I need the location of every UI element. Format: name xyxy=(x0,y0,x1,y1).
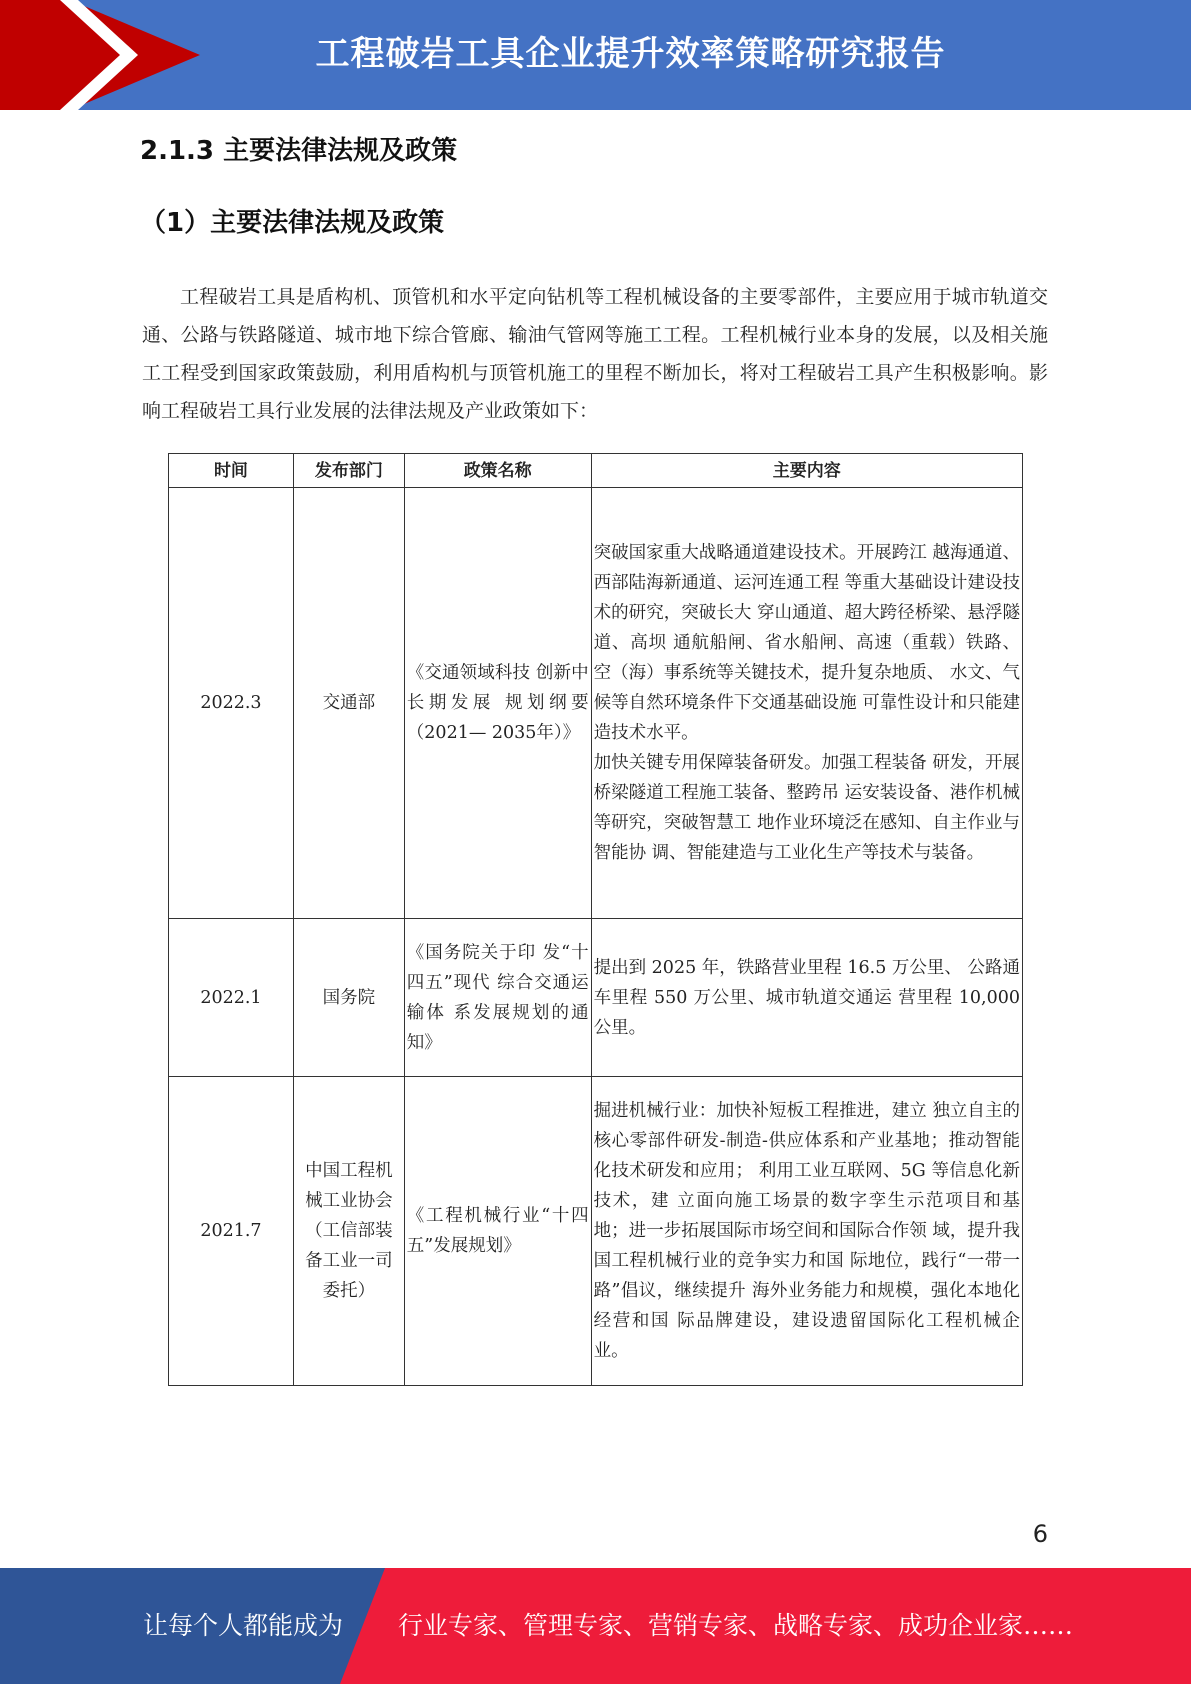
cell-time: 2022.3 xyxy=(169,488,294,919)
page-number: 6 xyxy=(1032,1520,1048,1548)
content-paragraph: 提出到 2025 年，铁路营业里程 16.5 万公里、 公路通车里程 550 万公里、城市轨道交通运 营里程 10,000 公里。 xyxy=(593,957,1020,1038)
content-paragraph: 突破国家重大战略通道建设技术。开展跨江 越海通道、西部陆海新通道、运河连通工程 等重大基础设计建设技术的研究，突破长大 穿山通道、超大跨径桥梁、悬浮隧道、高坝 通航船闸、省水船闸、高速（重载）铁路、 空（海）事系统等关键技术，提升复杂地质、 水文、气候等自然环境条件下交通基础设施 可靠性设计和只能建造技术水平。 xyxy=(593,543,1020,743)
cell-policy-name: 《交通领域科技 创新中长期发展 规划纲要（2021— 2035年）》 xyxy=(404,488,591,919)
table-row xyxy=(169,1077,1023,1386)
cell-content xyxy=(591,919,1022,1077)
col-header-dept: 发布部门 xyxy=(293,454,404,488)
col-header-content: 主要内容 xyxy=(591,454,1022,488)
cell-dept: 国务院 xyxy=(293,919,404,1077)
cell-policy-name: 《工程机械行业“十四五”发展规划》 xyxy=(404,1077,591,1386)
cell-time: 2022.1 xyxy=(169,919,294,1077)
cell-content xyxy=(591,1077,1022,1386)
col-header-name: 政策名称 xyxy=(404,454,591,488)
content-paragraph: 掘进机械行业：加快补短板工程推进，建立 独立自主的核心零部件研发-制造-供应体系和产业基地；推动智能化技术研发和应用； 利用工业互联网、5G 等信息化新技术，建 立面向施工场景的数字孪生示范项目和基 地；进一步拓展国际市场空间和国际合作领 域，提升我国工程机械行业的竞争实力和国 际地位，践行“一带一路”倡议，继续提升 海外业务能力和规模，强化本地化经营和国 际品牌建设，建设遗留国际化工程机械企 业。 xyxy=(593,1101,1020,1361)
cell-content xyxy=(591,488,1022,919)
section-subheading: （1）主要法律法规及政策 xyxy=(140,208,445,238)
col-header-time: 时间 xyxy=(169,454,294,488)
intro-paragraph: 工程破岩工具是盾构机、顶管机和水平定向钻机等工程机械设备的主要零部件，主要应用于城市轨道交通、公路与铁路隧道、城市地下综合管廊、输油气管网等施工工程。工程机械行业本身的发展，以及相关施工工程受到国家政策鼓励，利用盾构机与顶管机施工的里程不断加长，将对工程破岩工具产生积极影响。影响工程破岩工具行业发展的法律法规及产业政策如下： xyxy=(142,286,1048,422)
report-title: 工程破岩工具企业提升效率策略研究报告 xyxy=(315,34,946,74)
table-row xyxy=(169,919,1023,1077)
cell-policy-name: 《国务院关于印 发“十四五”现代 综合交通运输体 系发展规划的通 知》 xyxy=(404,919,591,1077)
cell-dept: 中国工程机械工业协会（工信部装备工业一司委托） xyxy=(293,1077,404,1386)
footer-slogan-right: 行业专家、管理专家、营销专家、战略专家、成功企业家…… xyxy=(398,1611,1074,1640)
cell-dept: 交通部 xyxy=(293,488,404,919)
page-footer xyxy=(0,1568,1191,1684)
content-paragraph: 加快关键专用保障装备研发。加强工程装备 研发，开展桥梁隧道工程施工装备、整跨吊 运安装设备、港作机械等研究，突破智慧工 地作业环境泛在感知、自主作业与智能协 调、智能建造与工业化生产等技术与装备。 xyxy=(593,753,1020,863)
header-chevron-icon xyxy=(60,0,150,110)
table-row xyxy=(169,488,1023,919)
table-header-row xyxy=(169,454,1023,488)
cell-time: 2021.7 xyxy=(169,1077,294,1386)
footer-slogan-left: 让每个人都能成为 xyxy=(143,1611,344,1640)
page-header xyxy=(0,0,1191,110)
policy-table xyxy=(168,453,1023,1386)
section-heading: 2.1.3 主要法律法规及政策 xyxy=(140,136,458,166)
